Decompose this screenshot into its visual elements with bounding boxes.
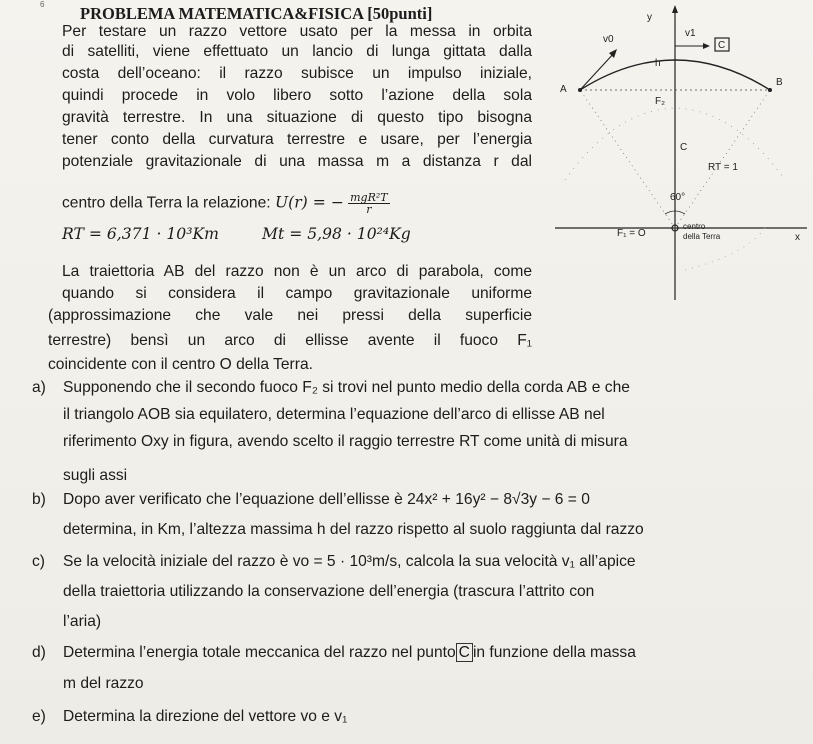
angle-label: 60° (670, 192, 686, 203)
v0-label: v0 (603, 34, 614, 45)
question-d-line-1 (63, 643, 636, 663)
question-b-label: b) (32, 491, 46, 508)
segment-ob (675, 90, 770, 228)
body-line-5: coincidente con il centro O della Terra. (48, 356, 313, 373)
orbit-diagram (555, 0, 813, 300)
question-a-line-4: sugli assi (63, 467, 128, 484)
question-d-pre: Determina l’energia totale meccanica del razzo nel punto (63, 644, 456, 661)
c-label: C (680, 142, 688, 153)
intro-line-6: tener conto della curvatura terrestre e usare, per l’energia (62, 131, 532, 148)
relation-denominator: r (366, 203, 372, 216)
centro-label: centro (683, 222, 706, 231)
page-marks: 6 (40, 0, 45, 9)
earth-radius: RT = 6,371 · 10³Km (62, 225, 219, 243)
y-label: y (647, 12, 652, 23)
relation-prefix: centro della Terra la relazione: (62, 194, 271, 212)
intro-line-5: gravità terrestre. In una situazione di questo tipo bisogna (62, 109, 532, 126)
question-a-line-2: il triangolo AOB sia equilatero, determina l’equazione dell’arco di ellisse AB nel (63, 406, 605, 423)
box-c-label: C (718, 40, 726, 51)
question-e-line-1: Determina la direzione del vettore vo e v₁ (63, 708, 348, 725)
question-a-line-1: Supponendo che il secondo fuoco F₂ si trovi nel punto medio della corda AB e che (63, 379, 630, 396)
v0-arrow (580, 52, 615, 90)
relation-line (62, 192, 390, 215)
earth-mass: Mt = 5,98 · 10²⁴Kg (262, 225, 411, 243)
problem-title: PROBLEMA MATEMATICA&FISICA [50punti] (80, 4, 433, 23)
question-e-label: e) (32, 708, 46, 725)
question-d-line-2: m del razzo (63, 675, 144, 692)
body-line-2: quando si considera il campo gravitazionale uniforme (62, 285, 532, 302)
question-c-line-2: della traiettoria utilizzando la conservazione dell’energia (trascura l’attrito con (63, 583, 595, 600)
body-line-1: La traiettoria AB del razzo non è un arco di parabola, come (62, 263, 532, 280)
point-b (768, 88, 772, 92)
intro-line-4: quindi procede in volo libero sotto l’azione della sola (62, 87, 532, 104)
intro-line-3: costa dell’oceano: il razzo subisce un impulso iniziale, (62, 65, 532, 82)
f2-label: F₂ (655, 96, 665, 107)
rt-label: RT = 1 (708, 162, 738, 173)
segment-oa (580, 90, 675, 228)
f1-label: F₁ = O (617, 228, 646, 239)
a-label: A (560, 84, 567, 95)
intro-line-1: Per testare un razzo vettore usato per la messa in orbita (62, 23, 532, 40)
body-line-4: terrestre) bensì un arco di ellisse avente il fuoco F₁ (48, 332, 532, 349)
relation-lhs: U(r) = − (274, 193, 344, 212)
question-a-label: a) (32, 379, 46, 396)
relation-numerator: mgR²T (350, 191, 388, 204)
question-c-label: c) (32, 553, 45, 570)
v1-label: v1 (685, 28, 696, 39)
b-label: B (776, 77, 783, 88)
intro-line-2: di satelliti, viene effettuato un lancio di lunga gittata dalla (62, 43, 532, 60)
intro-line-7: potenziale gravitazionale di una massa m a distanza r dal (62, 153, 532, 170)
relation-fraction (348, 192, 390, 215)
y-axis-arrow (672, 5, 678, 13)
question-b-line-1: Dopo aver verificato che l’equazione dell’ellisse è 24x² + 16y² − 8√3y − 6 = 0 (63, 491, 590, 508)
question-d-boxed: C (456, 643, 473, 662)
question-a-line-3: riferimento Oxy in figura, avendo scelto il raggio terrestre RT come unità di misura (63, 433, 628, 450)
question-d-post: in funzione della massa (472, 644, 636, 661)
point-a (578, 88, 582, 92)
x-label: x (795, 232, 800, 243)
v1-arrowhead (703, 43, 710, 49)
body-line-3: (approssimazione che vale nei pressi della superficie (48, 307, 532, 324)
question-c-line-3: l’aria) (63, 613, 102, 630)
terra-label: della Terra (683, 232, 721, 241)
question-b-line-2: determina, in Km, l’altezza massima h del razzo rispetto al suolo raggiunta dal razzo (63, 521, 644, 538)
question-c-line-1: Se la velocità iniziale del razzo è vo = 5 · 10³m/s, calcola la sua velocità v₁ all’apice (63, 553, 636, 570)
h-label: h (655, 58, 661, 69)
question-d-label: d) (32, 644, 46, 661)
